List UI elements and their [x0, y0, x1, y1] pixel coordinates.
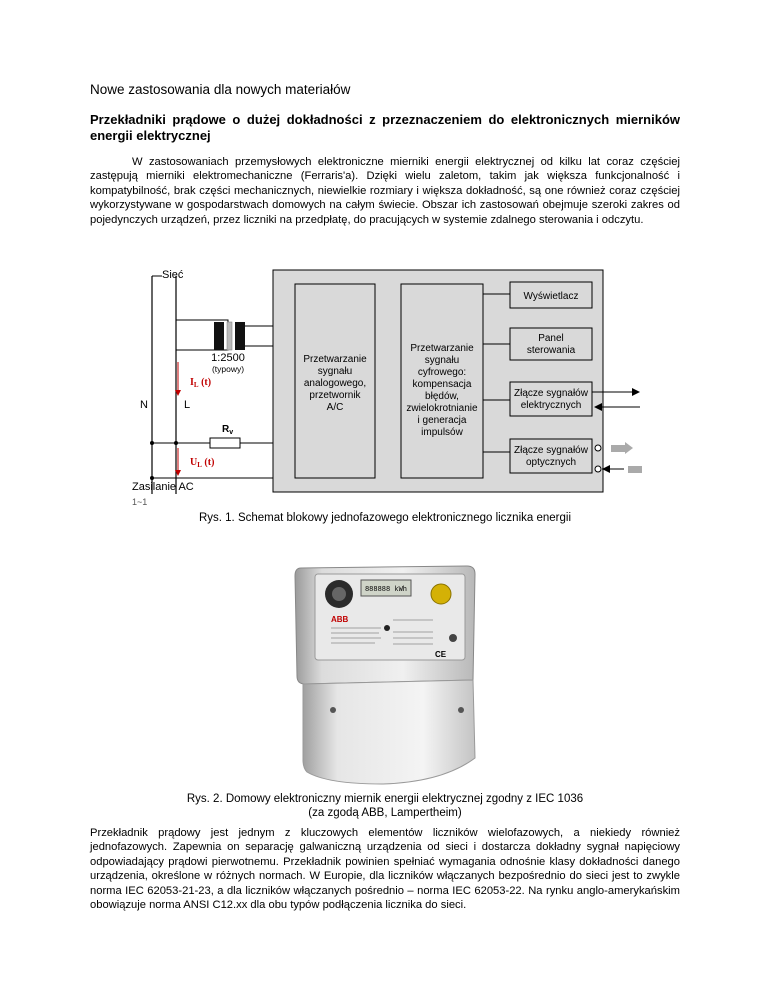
svg-text:impulsów: impulsów [421, 427, 463, 438]
il-label: $I_L$ (t) [190, 377, 212, 389]
article-title: Przekładniki prądowe o dużej dokładności z przeznaczeniem do elektronicznych mierników energii elektrycznej [90, 112, 680, 143]
arrow-out-icon [632, 388, 640, 396]
n-label: N [140, 399, 148, 411]
zasilanie-label: Zasilanie AC [132, 481, 194, 493]
svg-text:sygnału: sygnału [317, 366, 353, 377]
rv-label: $R_v$ [222, 424, 234, 436]
svg-text:analogowego,: analogowego, [303, 378, 367, 389]
svg-text:Złącze sygnałów: Złącze sygnałów [514, 445, 588, 456]
optical-led-icon [595, 445, 601, 451]
ul-label: $U_L$ (t) [190, 457, 215, 469]
svg-text:elektrycznych: elektrycznych [520, 400, 582, 411]
svg-text:cyfrowego:: cyfrowego: [417, 367, 467, 378]
meter-ce: CE [435, 650, 447, 659]
meter-brand: ABB [331, 615, 349, 624]
section-heading: Nowe zastosowania dla nowych materiałów [90, 82, 351, 97]
svg-text:sterowania: sterowania [526, 345, 576, 356]
svg-text:Przetwarzanie: Przetwarzanie [410, 343, 474, 354]
meter-photo [283, 560, 483, 785]
zasilanie-cut: 1~1 [132, 497, 148, 506]
svg-text:kompensacja: kompensacja [412, 379, 472, 390]
transformer-core-left [214, 322, 224, 350]
svg-text:Przetwarzanie: Przetwarzanie [303, 354, 367, 365]
svg-text:Panel: Panel [538, 333, 564, 344]
svg-text:zwielokrotnianie: zwielokrotnianie [406, 403, 478, 414]
caption-fig2-line1: Rys. 2. Domowy elektroniczny miernik energii elektrycznej zgodny z IEC 1036 [186, 793, 584, 805]
svg-text:sygnału: sygnału [424, 355, 460, 366]
caption-fig2-line2: (za zgodą ABB, Lampertheim) [308, 807, 462, 819]
meter-button-icon [431, 584, 451, 604]
intro-paragraph: W zastosowaniach przemysłowych elektroniczne mierniki energii elektrycznej od kilku lat coraz częściej zastępują mierniki elektromechaniczne (Ferraris'a). Dzięki wielu zaletom, takim jak większa funkcjonalność i kompatybilność, brak części mechanicznych, niewielkie rozmiary i większa dokładność, są one również coraz częściej wykorzystywane w gospodarstwach domowych na całym świecie. Obszar ich zastosowań obejmuje szeroki zakres od pojedynczych urządzeń, przez liczniki na przedpłatę, do pracujących w systemie zdalnego sterowania i odczytu. [90, 156, 680, 226]
rv-resistor [210, 438, 240, 448]
meter-lcd-text: 888888 kWh [364, 586, 408, 594]
svg-text:przetwornik: przetwornik [309, 390, 361, 401]
body-paragraph: Przekładnik prądowy jest jednym z kluczowych elementów liczników wielofazowych, a niekiedy również jednofazowych. Zapewnia on separację galwaniczną urządzenia od sieci i dostarcza dokładny sygnał napięciowy odpowiadający prądowi pierwotnemu. Przekładnik powinien spełniać wymagania odnośnie klasy dokładności danego urządzenia, określone w różnych normach. W Europie, dla liczników włączanych bezpośrednio do sieci jest to zwykle norma IEC 62053-21-23, a dla liczników włączanych pośrednio – norma IEC 62053-22. Na rynku anglo-amerykańskim obowiązuje norma ANSI C12.xx dla obu typów podłączenia licznika do sieci. [90, 827, 680, 912]
siec-label: Sieć [162, 269, 184, 281]
transformer-core-right [235, 322, 245, 350]
svg-text:i generacja: i generacja [417, 415, 467, 426]
caption-fig2 [90, 792, 680, 820]
block-diagram [128, 264, 648, 506]
meter-cover [303, 680, 475, 784]
svg-text:optycznych: optycznych [525, 457, 577, 468]
svg-text:błędów,: błędów, [425, 391, 459, 402]
svg-text:Złącze sygnałów: Złącze sygnałów [514, 388, 588, 399]
caption-fig1: Rys. 1. Schemat blokowy jednofazowego elektronicznego licznika energii [198, 512, 572, 524]
optical-sensor-icon [595, 466, 601, 472]
l-label: L [184, 399, 191, 411]
ratio-label: 1:2500 [211, 352, 245, 364]
svg-text:A/C: A/C [326, 402, 344, 413]
wyswietlacz-label: Wyświetlacz [523, 291, 579, 302]
typowy-label: (typowy) [211, 364, 245, 374]
